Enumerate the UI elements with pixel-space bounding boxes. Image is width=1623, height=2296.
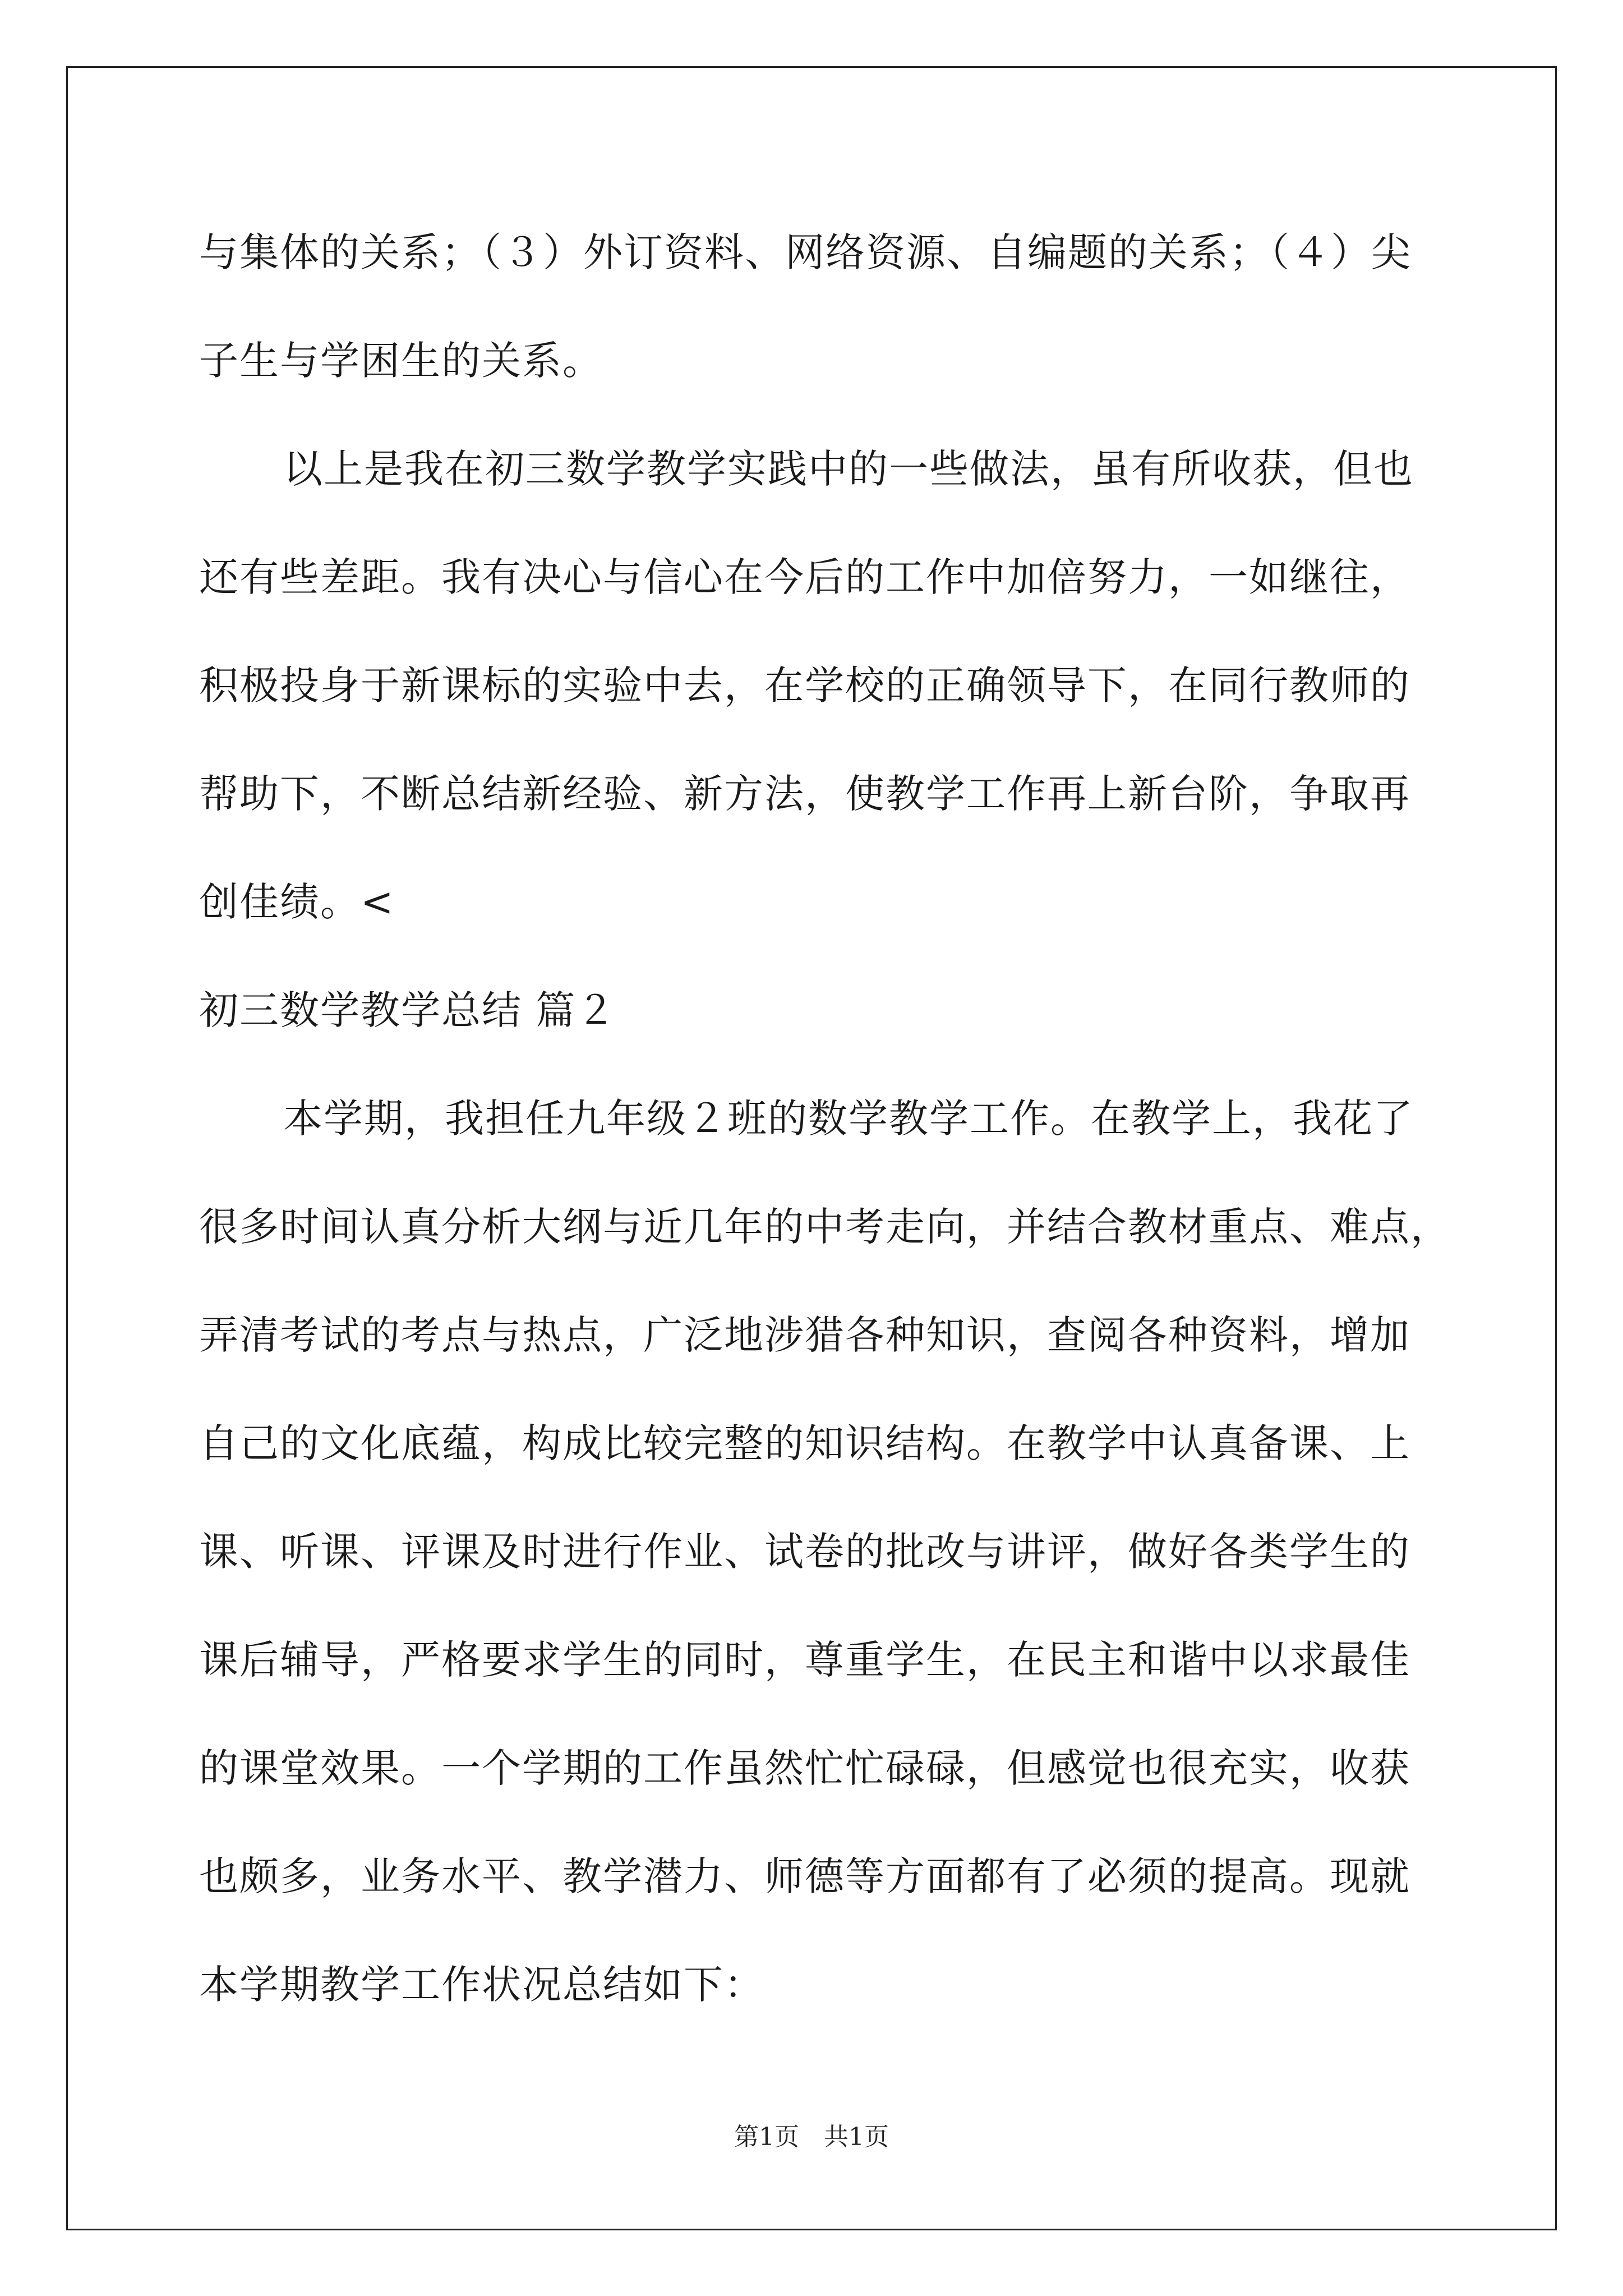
text-line: 的课堂效果。一个学期的工作虽然忙忙碌碌，但感觉也很充实，收获 bbox=[199, 1745, 1410, 1791]
text-line: 本学期教学工作状况总结如下： bbox=[199, 1962, 764, 2008]
text-line: 子生与学困生的关系。 bbox=[199, 338, 603, 384]
text-line: 积极投身于新课标的实验中去，在学校的正确领导下，在同行教师的 bbox=[199, 662, 1410, 708]
text-line: 帮助下，不断总结新经验、新方法，使教学工作再上新台阶，争取再 bbox=[199, 771, 1410, 817]
text-line: 很多时间认真分析大纲与近几年的中考走向，并结合教材重点、难点， bbox=[199, 1204, 1451, 1250]
paragraph-start: 以上是我在初三数学教学实践中的一些做法，虽有所收获，但也 bbox=[283, 446, 1414, 492]
text-line: 弄清考试的考点与热点，广泛地涉猎各种知识，查阅各种资料，增加 bbox=[199, 1312, 1410, 1358]
text-line: 与集体的关系；（３）外订资料、网络资源、自编题的关系；（４）尖 bbox=[199, 229, 1412, 275]
section-heading: 初三数学教学总结 篇２ bbox=[199, 987, 617, 1033]
page-number-footer: 第1页 共1页 bbox=[734, 2123, 889, 2151]
text-line: 还有些差距。我有决心与信心在今后的工作中加倍努力，一如继往， bbox=[199, 554, 1410, 600]
text-line: 创佳绩。< bbox=[199, 879, 395, 925]
text-line: 课、听课、评课及时进行作业、试卷的批改与讲评，做好各类学生的 bbox=[199, 1529, 1410, 1575]
document-body bbox=[199, 219, 1451, 2059]
text-line: 也颇多，业务水平、教学潜力、师德等方面都有了必须的提高。现就 bbox=[199, 1853, 1410, 1899]
text-line: 课后辅导，严格要求学生的同时，尊重学生，在民主和谐中以求最佳 bbox=[199, 1637, 1410, 1683]
text-line: 自己的文化底蕴，构成比较完整的知识结构。在教学中认真备课、上 bbox=[199, 1420, 1410, 1466]
paragraph-start: 本学期，我担任九年级２班的数学教学工作。在教学上，我花了 bbox=[283, 1096, 1414, 1142]
